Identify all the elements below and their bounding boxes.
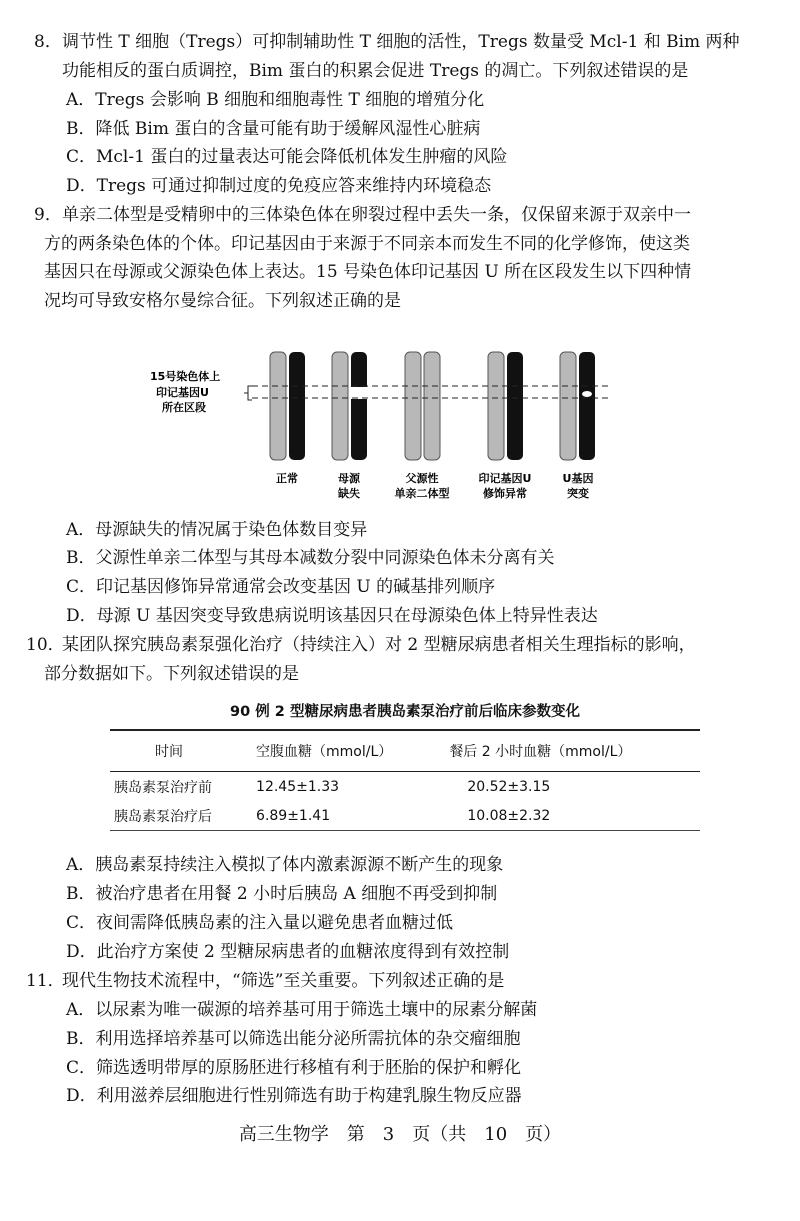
side-label: 所在区段 [162, 401, 206, 414]
question-stem: 部分数据如下。下列叙述错误的是 [44, 664, 299, 684]
table-cell: 胰岛素泵治疗前 [114, 779, 212, 796]
question-stem: 某团队探究胰岛素泵强化治疗（持续注入）对 2 型糖尿病患者相关生理指标的影响， [62, 635, 696, 655]
option-b: B．父源性单亲二体型与其母本减数分裂中同源染色体未分离有关 [66, 548, 555, 568]
option-a: A．胰岛素泵持续注入模拟了体内激素源源不断产生的现象 [66, 855, 504, 875]
column-header: 空腹血糖（mmol/L） [252, 730, 445, 772]
caption: U基因 [562, 472, 594, 485]
table-cell: 6.89±1.41 [252, 802, 445, 831]
option-d: D．利用滋养层细胞进行性别筛选有助于构建乳腺生物反应器 [66, 1086, 522, 1106]
question-stem: 现代生物技术流程中，“筛选”至关重要。下列叙述正确的是 [62, 971, 505, 991]
question-stem: 单亲二体型是受精卵中的三体染色体在卵裂过程中丢失一条，仅保留来源于双亲中一 [62, 205, 691, 225]
option-a: A．母源缺失的情况属于染色体数目变异 [66, 520, 368, 540]
question-number: 8． [34, 32, 62, 52]
option-d: D．此治疗方案使 2 型糖尿病患者的血糖浓度得到有效控制 [66, 942, 510, 962]
column-header: 餐后 2 小时血糖（mmol/L） [445, 730, 700, 772]
question-stem: 功能相反的蛋白质调控，Bim 蛋白的积累会促进 Tregs 的凋亡。下列叙述错误的是 [62, 61, 689, 81]
caption: 正常 [276, 472, 298, 485]
question-number: 9． [34, 205, 62, 225]
chromosome-pair-maternal-deletion [332, 352, 369, 460]
question-stem: 基因只在母源或父源染色体上表达。15 号染色体印记基因 U 所在区段发生以下四种情 [44, 262, 692, 282]
option-c: C．Mcl-1 蛋白的过量表达可能会降低机体发生肿瘤的风险 [66, 147, 508, 167]
caption: 单亲二体型 [394, 487, 450, 500]
question-number: 11． [26, 971, 65, 991]
table-cell: 10.08±2.32 [445, 802, 700, 831]
side-label: 15号染色体上 [150, 370, 221, 383]
caption: 突变 [567, 487, 589, 500]
caption: 修饰异常 [483, 487, 527, 500]
option-c: C．筛选透明带厚的原肠胚进行移植有利于胚胎的保护和孵化 [66, 1058, 522, 1078]
table-row [110, 772, 700, 802]
option-b: B．利用选择培养基可以筛选出能分泌所需抗体的杂交瘤细胞 [66, 1029, 521, 1049]
option-b: B．被治疗患者在用餐 2 小时后胰岛 A 细胞不再受到抑制 [66, 884, 498, 904]
question-number: 10． [26, 635, 65, 655]
side-label: 印记基因U [156, 386, 209, 399]
chromosome-pair-normal [270, 352, 305, 460]
table-cell: 胰岛素泵治疗后 [110, 802, 252, 831]
option-b: B．降低 Bim 蛋白的含量可能有助于缓解风湿性心脏病 [66, 119, 481, 139]
caption: 印记基因U [478, 472, 532, 485]
table-header-row [110, 730, 700, 772]
caption: 母源 [338, 472, 360, 485]
option-a: A．以尿素为唯一碳源的培养基可用于筛选土壤中的尿素分解菌 [66, 1000, 538, 1020]
table-cell: 20.52±3.15 [467, 778, 551, 795]
question-stem: 调节性 T 细胞（Tregs）可抑制辅助性 T 细胞的活性，Tregs 数量受 Mcl-1 和 Bim 两种 [62, 32, 740, 52]
chromosome-pair-imprint-abnormal [488, 352, 523, 460]
option-d: D．母源 U 基因突变导致患病说明该基因只在母源染色体上特异性表达 [66, 606, 598, 626]
caption: 父源性 [405, 472, 439, 485]
page-footer: 高三生物学 第 3 页（共 10 页） [238, 1124, 562, 1145]
question-stem: 况均可导致安格尔曼综合征。下列叙述正确的是 [44, 291, 401, 311]
chromosome-pair-u-mutation [560, 352, 595, 460]
column-header: 时间 [110, 730, 252, 772]
option-a: A．Tregs 会影响 B 细胞和细胞毒性 T 细胞的增殖分化 [66, 90, 485, 110]
question-stem: 方的两条染色体的个体。印记基因由于来源于不同亲本而发生不同的化学修饰，使这类 [44, 234, 690, 254]
caption: 缺失 [338, 487, 360, 500]
table-cell: 12.45±1.33 [256, 778, 340, 795]
option-d: D．Tregs 可通过抑制过度的免疫应答来维持内环境稳态 [66, 176, 492, 196]
chromosome-figure [140, 340, 610, 510]
chromosome-pair-paternal-upd [405, 352, 440, 460]
option-c: C．印记基因修饰异常通常会改变基因 U 的碱基排列顺序 [66, 577, 496, 597]
table-title: 90 例 2 型糖尿病患者胰岛素泵治疗前后临床参数变化 [230, 704, 580, 720]
table-row [110, 802, 700, 831]
data-table [110, 700, 700, 831]
option-c: C．夜间需降低胰岛素的注入量以避免患者血糖过低 [66, 913, 454, 933]
